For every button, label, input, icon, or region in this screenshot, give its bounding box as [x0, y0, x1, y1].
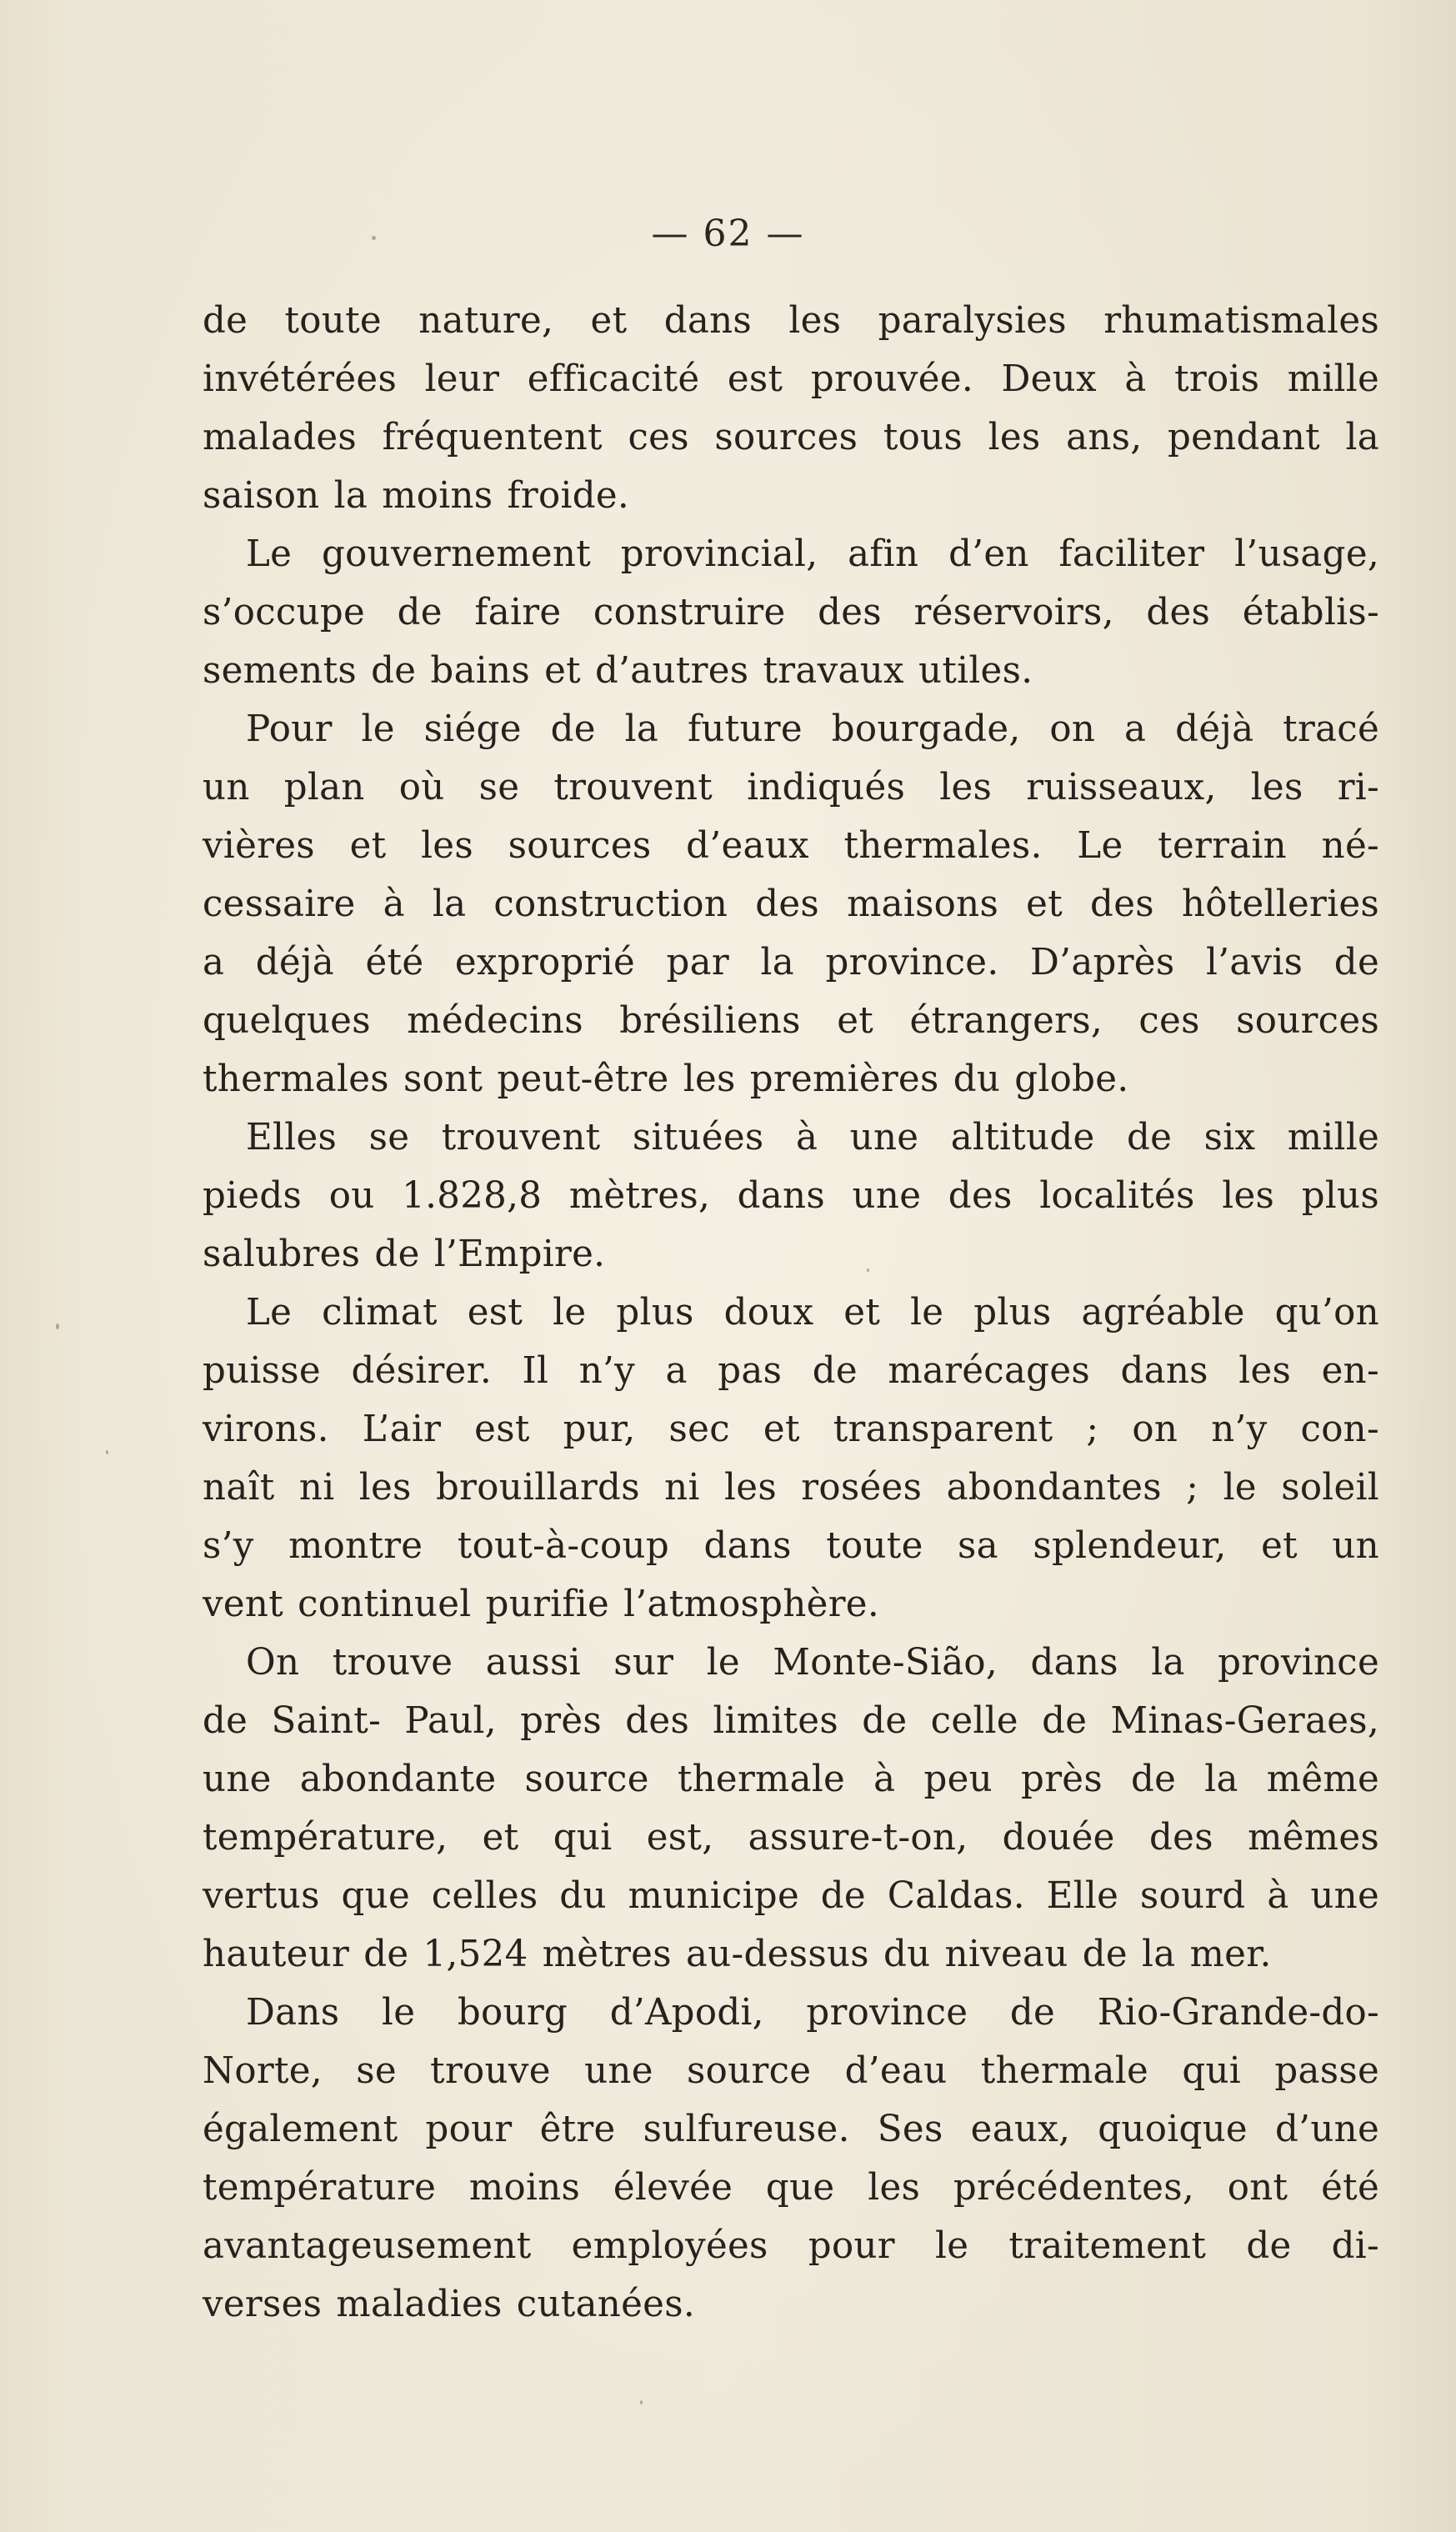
- text-line: de Saint- Paul, près des limites de celle de Minas-Geraes,: [203, 1700, 1379, 1742]
- text-line: s’occupe de faire construire des réservoirs, des établis-: [203, 592, 1379, 633]
- text-line: un plan où se trouvent indiqués les ruisseaux, les ri-: [203, 767, 1379, 808]
- text-line: vertus que celles du municipe de Caldas. Elle sourd à une: [203, 1875, 1379, 1917]
- text-line: avantageusement employées pour le traitement de di-: [203, 2225, 1379, 2267]
- text-line: température, et qui est, assure-t-on, douée des mêmes: [203, 1817, 1379, 1859]
- text-line: saison la moins froide.: [203, 475, 630, 517]
- text-line: Pour le siége de la future bourgade, on a déjà tracé: [246, 708, 1379, 750]
- text-line: une abondante source thermale à peu près de la même: [203, 1759, 1379, 1800]
- text-line: également pour être sulfureuse. Ses eaux, quoique d’une: [203, 2109, 1379, 2150]
- paper-speck: [106, 1450, 108, 1454]
- text-line: Norte, se trouve une source d’eau thermale qui passe: [203, 2050, 1379, 2092]
- text-line: Elles se trouvent situées à une altitude de six mille: [246, 1117, 1379, 1158]
- text-line: On trouve aussi sur le Monte-Sião, dans la province: [246, 1642, 1379, 1684]
- page-number: — 62 —: [651, 213, 805, 255]
- text-line: sements de bains et d’autres travaux utiles.: [203, 650, 1033, 692]
- text-line: invétérées leur efficacité est prouvée. Deux à trois mille: [203, 358, 1379, 400]
- text-line: malades fréquentent ces sources tous les ans, pendant la: [203, 417, 1379, 458]
- text-line: pieds ou 1.828,8 mètres, dans une des localités les plus: [203, 1175, 1379, 1217]
- text-line: Le climat est le plus doux et le plus agréable qu’on: [246, 1292, 1379, 1334]
- body-text: [203, 292, 1379, 2334]
- text-line: température moins élevée que les précédentes, ont été: [203, 2167, 1379, 2209]
- text-line: Dans le bourg d’Apodi, province de Rio-Grande-do-: [246, 1992, 1379, 2034]
- text-line: cessaire à la construction des maisons et des hôtelleries: [203, 883, 1379, 925]
- text-line: puisse désirer. Il n’y a pas de marécages dans les en-: [203, 1350, 1379, 1392]
- text-line: virons. L’air est pur, sec et transparent ; on n’y con-: [203, 1409, 1379, 1450]
- text-line: vent continuel purifie l’atmosphère.: [203, 1584, 879, 1625]
- text-line: verses maladies cutanées.: [203, 2284, 695, 2325]
- text-line: quelques médecins brésiliens et étrangers, ces sources: [203, 1000, 1379, 1042]
- text-line: s’y montre tout-à-coup dans toute sa splendeur, et un: [203, 1525, 1379, 1567]
- text-line: a déjà été exproprié par la province. D’après l’avis de: [203, 942, 1379, 983]
- text-line: salubres de l’Empire.: [203, 1233, 606, 1275]
- text-line: vières et les sources d’eaux thermales. Le terrain né-: [203, 825, 1379, 867]
- text-line: de toute nature, et dans les paralysies rhumatismales: [203, 300, 1379, 342]
- paper-speck: [640, 2400, 643, 2404]
- text-line: hauteur de 1,524 mètres au-dessus du niveau de la mer.: [203, 1934, 1272, 1975]
- text-line: Le gouvernement provincial, afin d’en faciliter l’usage,: [246, 533, 1379, 575]
- text-line: thermales sont peut-être les premières du globe.: [203, 1058, 1129, 1100]
- text-line: naît ni les brouillards ni les rosées abondantes ; le soleil: [203, 1467, 1379, 1509]
- paper-speck: [56, 1324, 59, 1329]
